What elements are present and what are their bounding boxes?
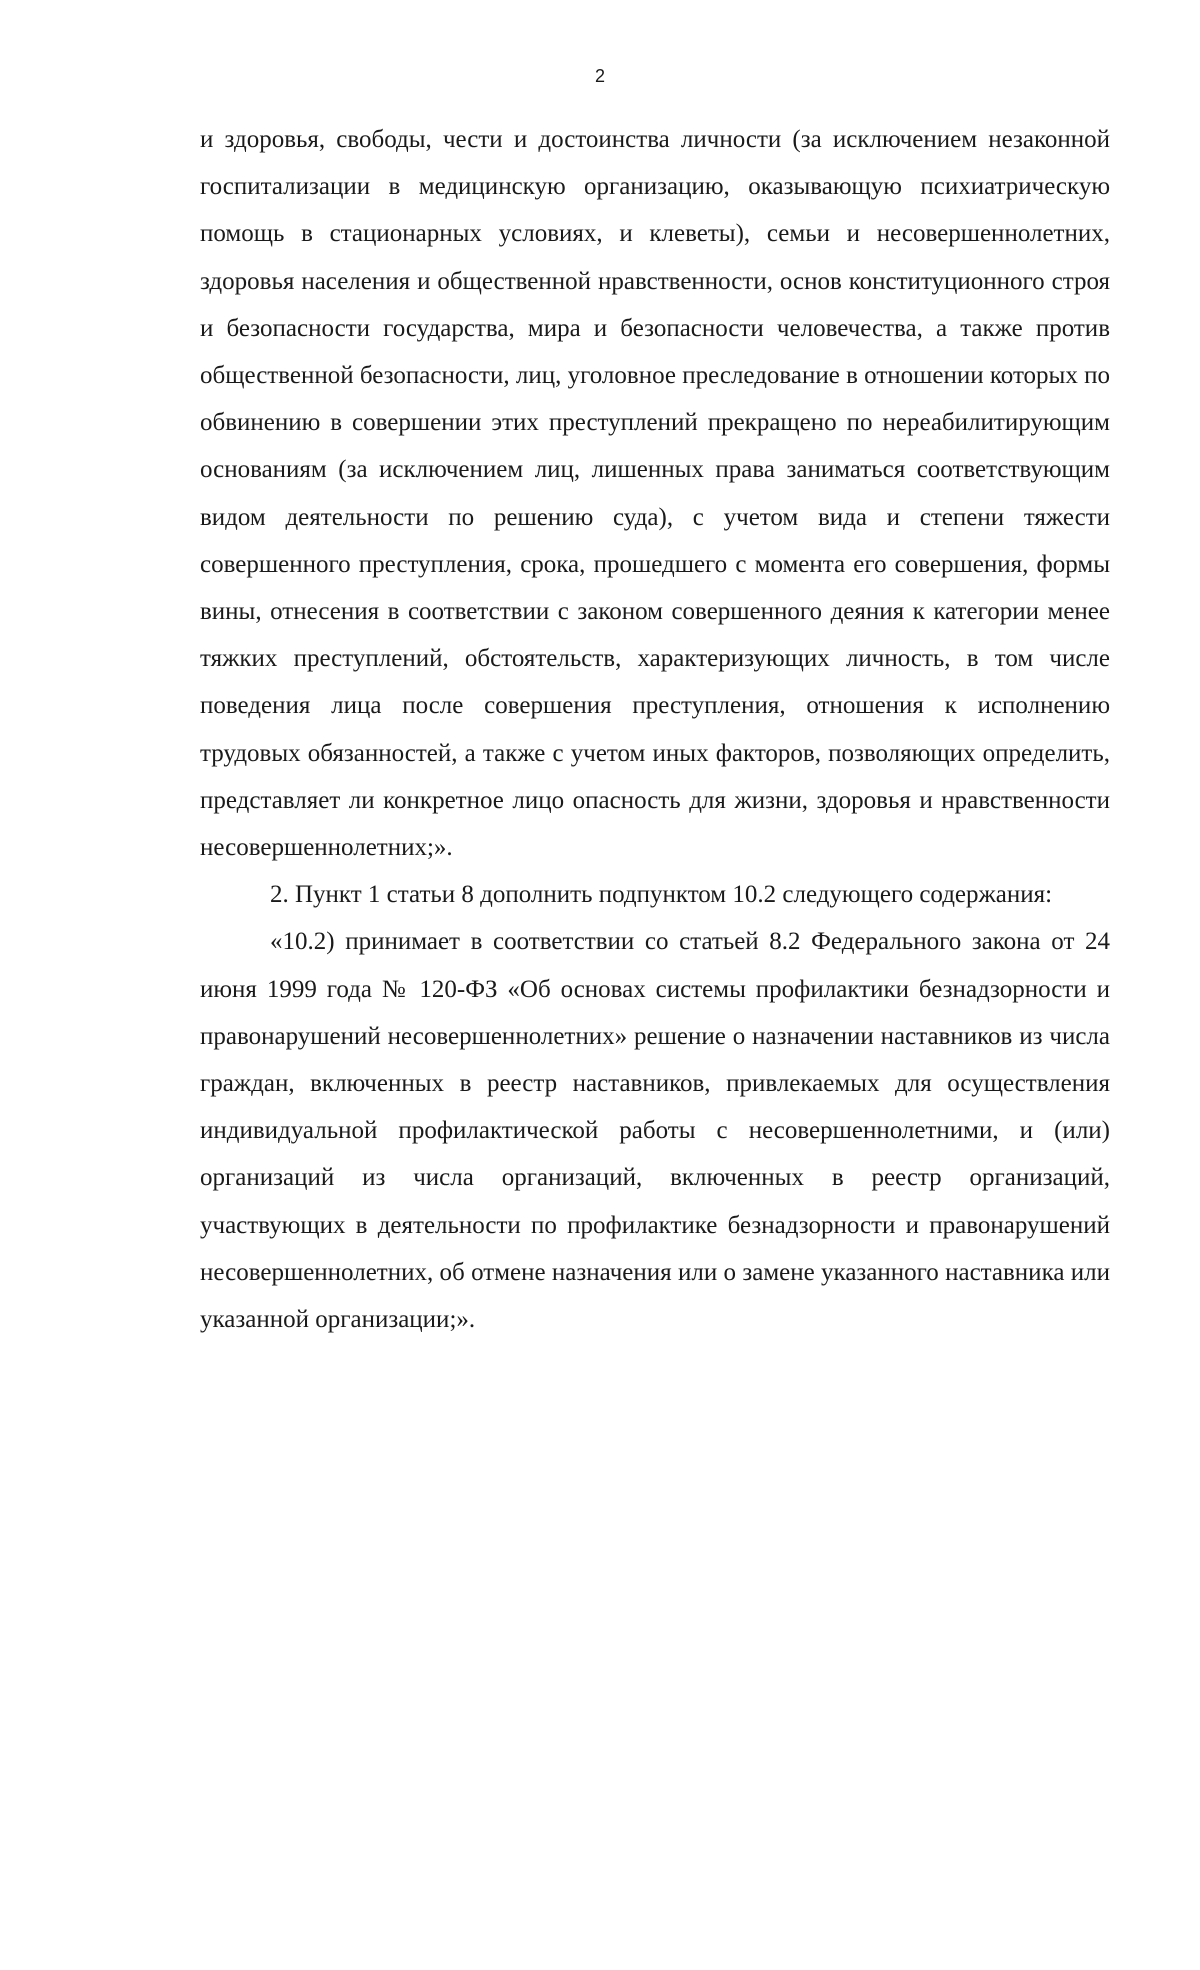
paragraph-continuation: и здоровья, свободы, чести и достоинства личности (за исключением незаконной госпитализации в медицинскую организацию, оказывающую психиатрическую помощь в стационарных условиях, и клеветы), семьи и несовершеннолетних, здоровья населения и общественной нравственности, основ конституционного строя и безопасности государства, мира и безопасности человечества, а также против общественной безопасности, лиц, уголовное преследование в отношении которых по обвинению в совершении этих преступлений прекращено по нереабилитирующим основаниям (за исключением лиц, лишенных права заниматься соответствующим видом деятельности по решению суда), с учетом вида и степени тяжести совершенного преступления, срока, прошедшего с момента его совершения, формы вины, отнесения в соответствии с законом совершенного деяния к категории менее тяжких преступлений, обстоятельств, характеризующих личность, в том числе поведения лица после совершения преступления, отношения к исполнению трудовых обязанностей, а также с учетом иных факторов, позволяющих определить, представляет ли конкретное лицо опасность для жизни, здоровья и нравственности несовершеннолетних;».: [200, 126, 1110, 862]
document-body: [200, 116, 1110, 1343]
paragraph-subitem-10-2: «10.2) принимает в соответствии со статьей 8.2 Федерального закона от 24 июня 1999 года № 120-ФЗ «Об основах системы профилактики безнадзорности и правонарушений несовершеннолетних» решение о назначении наставников из числа граждан, включенных в реестр наставников, привлекаемых для осуществления индивидуальной профилактической работы с несовершеннолетними, и (или) организаций из числа организаций, включенных в реестр организаций, участвующих в деятельности по профилактике безнадзорности и правонарушений несовершеннолетних, об отмене назначения или о замене указанного наставника или указанной организации;».: [200, 928, 1110, 1334]
paragraph-item-2: 2. Пункт 1 статьи 8 дополнить подпунктом 10.2 следующего содержания:: [270, 881, 1053, 909]
page-number: 2: [594, 66, 605, 86]
